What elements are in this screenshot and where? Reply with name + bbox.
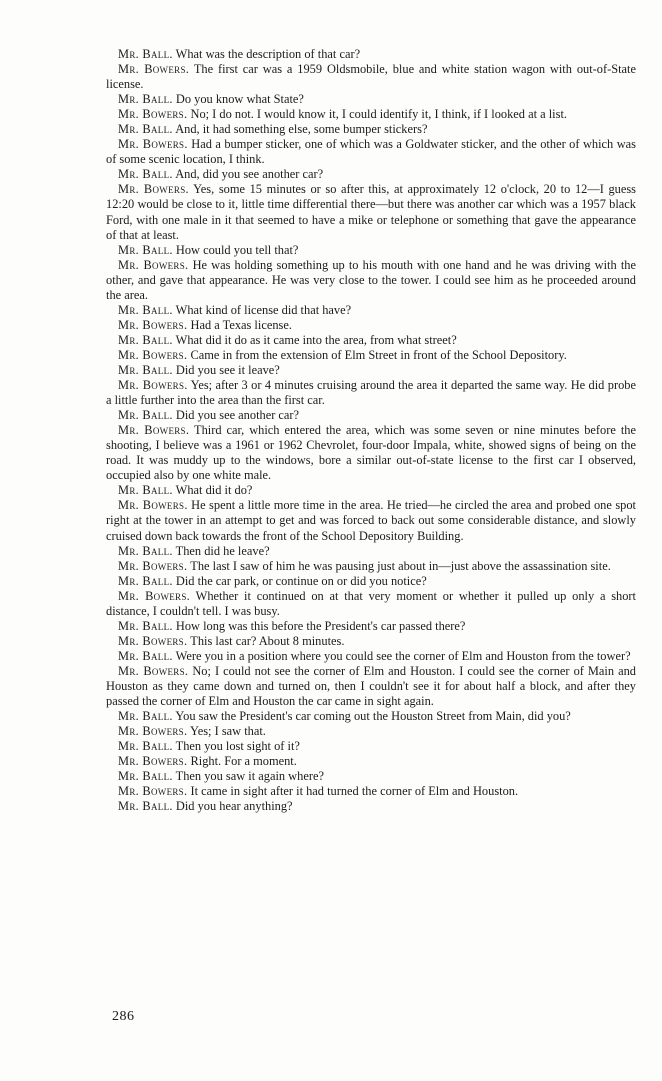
speech-text: The last I saw of him he was pausing just about in—just above the assassination site.	[190, 558, 611, 573]
speech-text: How long was this before the President's car passed there?	[175, 618, 466, 633]
speaker-name: Mr. Ball.	[118, 618, 173, 633]
speech-text: This last car? About 8 minutes.	[190, 633, 345, 648]
speech-text: The first car was a 1959 Oldsmobile, blue and white station wagon with out-of-State license.	[106, 62, 636, 92]
speaker-name: Mr. Bowers.	[118, 784, 188, 799]
speaker-name: Mr. Ball.	[118, 302, 173, 317]
speech-text: It came in sight after it had turned the corner of Elm and Houston.	[190, 784, 519, 799]
speaker-name: Mr. Ball.	[118, 739, 173, 754]
testimony-paragraph	[106, 333, 636, 348]
testimony-paragraph	[106, 799, 636, 814]
speaker-name: Mr. Ball.	[118, 769, 173, 784]
speaker-name: Mr. Bowers.	[118, 62, 190, 77]
speech-text: Did you see it leave?	[175, 362, 280, 377]
speaker-name: Mr. Ball.	[118, 332, 173, 347]
speech-text: What kind of license did that have?	[175, 302, 352, 317]
speech-text: And, did you see another car?	[175, 167, 324, 182]
speech-text: Then did he leave?	[175, 543, 270, 558]
speaker-name: Mr. Ball.	[118, 709, 173, 724]
testimony-paragraph	[106, 574, 636, 589]
testimony-paragraph	[106, 182, 636, 242]
testimony-paragraph	[106, 498, 636, 543]
speaker-name: Mr. Bowers.	[118, 317, 188, 332]
speaker-name: Mr. Ball.	[118, 573, 173, 588]
testimony-paragraph	[106, 303, 636, 318]
speech-text: He spent a little more time in the area. He tried—he circled the area and probed one spot right at the tower in an attempt to get and was forced to back out some considerable distance, and slowly cruised down back towards the front of the School Depository Building.	[106, 498, 636, 543]
testimony-paragraph	[106, 724, 636, 739]
speaker-name: Mr. Bowers.	[118, 754, 188, 769]
speech-text: Whether it continued on at that very moment or whether it pulled up only a short distance, I couldn't tell. I was busy.	[106, 588, 636, 618]
speaker-name: Mr. Ball.	[118, 408, 173, 423]
speaker-name: Mr. Bowers.	[118, 588, 191, 603]
testimony-paragraph	[106, 769, 636, 784]
testimony-text	[106, 47, 636, 814]
speech-text: Yes; after 3 or 4 minutes cruising around the area it departed the same way. He did probe a little further into the area than the first car.	[106, 378, 636, 408]
testimony-paragraph	[106, 634, 636, 649]
speaker-name: Mr. Bowers.	[118, 378, 188, 393]
speech-text: And, it had something else, some bumper stickers?	[175, 122, 428, 137]
speech-text: Right. For a moment.	[190, 754, 297, 769]
speaker-name: Mr. Bowers.	[118, 347, 188, 362]
speech-text: Do you know what State?	[175, 92, 304, 107]
speech-text: Were you in a position where you could see the corner of Elm and Houston from the tower?	[175, 648, 631, 663]
speaker-name: Mr. Bowers.	[118, 107, 188, 122]
testimony-paragraph	[106, 649, 636, 664]
speaker-name: Mr. Ball.	[118, 648, 173, 663]
testimony-paragraph	[106, 47, 636, 62]
speaker-name: Mr. Bowers.	[118, 182, 189, 197]
speech-text: Then you saw it again where?	[175, 769, 324, 784]
speech-text: Third car, which entered the area, which was some seven or nine minutes before the shooting, I believe was a 1961 or 1962 Chevrolet, four-door Impala, white, showed signs of being on the road. It was muddy up to the windows, bore a similar out-of-state license to the first car I observed, occupied also by one white male.	[106, 423, 636, 483]
testimony-paragraph	[106, 423, 636, 483]
testimony-paragraph	[106, 318, 636, 333]
speech-text: Yes; I saw that.	[190, 724, 266, 739]
testimony-paragraph	[106, 589, 636, 619]
testimony-paragraph	[106, 408, 636, 423]
speaker-name: Mr. Bowers.	[118, 257, 189, 272]
speech-text: He was holding something up to his mouth with one hand and he was driving with the other, and gave that appearance. He was very close to the tower. I could see him as he proceeded around the area.	[106, 257, 636, 302]
speech-text: What did it do?	[175, 483, 253, 498]
speaker-name: Mr. Bowers.	[118, 558, 188, 573]
testimony-paragraph	[106, 559, 636, 574]
testimony-paragraph	[106, 92, 636, 107]
speech-text: Came in from the extension of Elm Street in front of the School Depository.	[190, 347, 567, 362]
speech-text: Yes, some 15 minutes or so after this, at approximately 12 o'clock, 20 to 12—I guess 12:20 would be close to it, little time differential there—but there was another car which was a 1957 black Ford, with one male in it that seemed to have a mike or telephone or something that gave the appearance of that at least.	[106, 182, 636, 242]
speaker-name: Mr. Bowers.	[118, 633, 188, 648]
testimony-paragraph	[106, 258, 636, 303]
speaker-name: Mr. Bowers.	[118, 663, 189, 678]
speech-text: No; I could not see the corner of Elm and Houston. I could see the corner of Main and Houston as they came down and turned on, then I couldn't see it for about half a block, and after they passed the corner of Elm and Houston the car came in sight again.	[106, 663, 636, 709]
speech-text: You saw the President's car coming out the Houston Street from Main, did you?	[175, 709, 571, 724]
page-number: 286	[112, 1009, 135, 1024]
testimony-paragraph	[106, 107, 636, 122]
testimony-paragraph	[106, 122, 636, 137]
speech-text: Had a Texas license.	[190, 317, 292, 332]
speech-text: How could you tell that?	[175, 242, 299, 257]
speaker-name: Mr. Bowers.	[118, 498, 188, 513]
speaker-name: Mr. Bowers.	[118, 423, 190, 438]
speaker-name: Mr. Ball.	[118, 543, 173, 558]
testimony-paragraph	[106, 348, 636, 363]
testimony-paragraph	[106, 619, 636, 634]
speech-text: Did you see another car?	[175, 408, 300, 423]
speech-text: What did it do as it came into the area, from what street?	[175, 332, 457, 347]
testimony-paragraph	[106, 167, 636, 182]
speech-text: Then you lost sight of it?	[175, 739, 300, 754]
speaker-name: Mr. Ball.	[118, 483, 173, 498]
testimony-paragraph	[106, 784, 636, 799]
testimony-paragraph	[106, 754, 636, 769]
testimony-paragraph	[106, 378, 636, 408]
testimony-paragraph	[106, 363, 636, 378]
speaker-name: Mr. Bowers.	[118, 724, 188, 739]
speaker-name: Mr. Ball.	[118, 362, 173, 377]
speaker-name: Mr. Bowers.	[118, 137, 188, 152]
testimony-paragraph	[106, 243, 636, 258]
speaker-name: Mr. Ball.	[118, 167, 173, 182]
testimony-paragraph	[106, 483, 636, 498]
testimony-paragraph	[106, 137, 636, 167]
speech-text: Had a bumper sticker, one of which was a Goldwater sticker, and the other of which was of some scenic location, I think.	[106, 137, 636, 167]
speaker-name: Mr. Ball.	[118, 47, 173, 61]
testimony-paragraph	[106, 709, 636, 724]
testimony-paragraph	[106, 739, 636, 754]
testimony-paragraph	[106, 664, 636, 709]
testimony-paragraph	[106, 544, 636, 559]
speaker-name: Mr. Ball.	[118, 92, 173, 107]
speech-text: No; I do not. I would know it, I could identify it, I think, if I looked at a list.	[190, 107, 567, 122]
speaker-name: Mr. Ball.	[118, 799, 173, 814]
speaker-name: Mr. Ball.	[118, 122, 173, 137]
speech-text: Did you hear anything?	[175, 799, 293, 814]
speech-text: Did the car park, or continue on or did you notice?	[175, 573, 427, 588]
speech-text: What was the description of that car?	[175, 47, 361, 61]
speaker-name: Mr. Ball.	[118, 242, 173, 257]
testimony-paragraph	[106, 62, 636, 92]
